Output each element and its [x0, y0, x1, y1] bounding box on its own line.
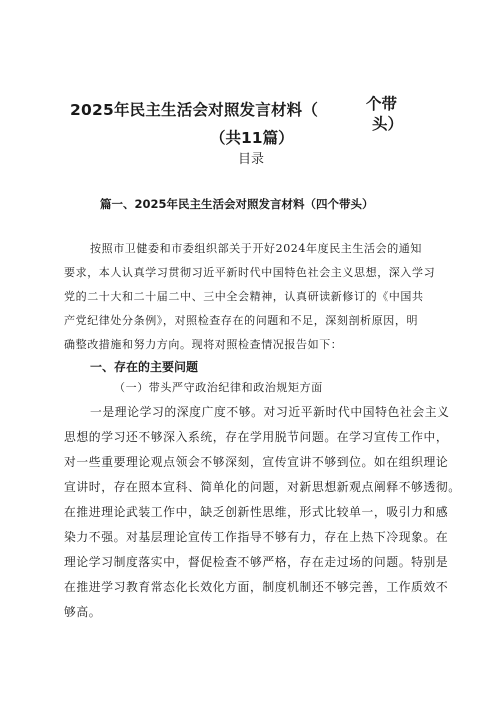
intro-line: 产党纪律处分条例》，对照检查存在的问题和不足，深刻剖析原因，明 — [64, 314, 419, 327]
intro-line: 按照市卫健委和市委组织部关于开好2024年度民主生活会的通知 — [90, 242, 422, 255]
document-title-overflow-line-1: 个带 — [366, 95, 398, 113]
document-title-overflow-line-2: 头） — [372, 115, 404, 133]
body-line: 一是理论学习的深度广度不够。对习近平新时代中国特色社会主义 — [90, 405, 450, 419]
section-heading: 一、存在的主要问题 — [90, 360, 199, 374]
chapter-title: 篇一、2025年民主生活会对照发言材料（四个带头） — [100, 197, 374, 211]
body-line: 对一些重要理论观点领会不够深刻，宣传宣讲不够到位。如在组织理论 — [64, 455, 449, 469]
body-line: 宣讲时，存在照本宣科、简单化的问题，对新思想新观点阐释不够透彻。 — [64, 480, 461, 494]
document-subtitle: （共11篇） — [210, 129, 294, 147]
document-title: 2025年民主生活会对照发言材料（ — [70, 101, 319, 119]
body-line: 够高。 — [64, 605, 102, 619]
body-line: 理论学习制度落实中，督促检查不够严格，存在走过场的问题。特别是 — [64, 555, 449, 569]
intro-line: 党的二十大和二十届二中、三中全会精神，认真研读新修订的《中国共 — [64, 290, 424, 303]
intro-line: 确整改措施和努力方向。现将对照检查情况报告如下： — [64, 338, 343, 351]
body-line: 在推进理论武装工作中，缺乏创新性思维，形式比较单一，吸引力和感 — [64, 505, 449, 519]
body-line: 染力不强。对基层理论宣传工作指导不够有力，存在上热下冷现象。在 — [64, 530, 449, 544]
toc-label: 目录 — [238, 152, 265, 167]
body-line: 在推进学习教育常态化长效化方面，制度机制还不够完善，工作质效不 — [64, 580, 449, 594]
intro-line: 要求，本人认真学习贯彻习近平新时代中国特色社会主义思想，深入学习 — [64, 266, 436, 279]
subsection-heading: （一）带头严守政治纪律和政治规矩方面 — [114, 381, 323, 394]
body-line: 思想的学习还不够深入系统，存在学用脱节问题。在学习宣传工作中， — [64, 430, 449, 444]
